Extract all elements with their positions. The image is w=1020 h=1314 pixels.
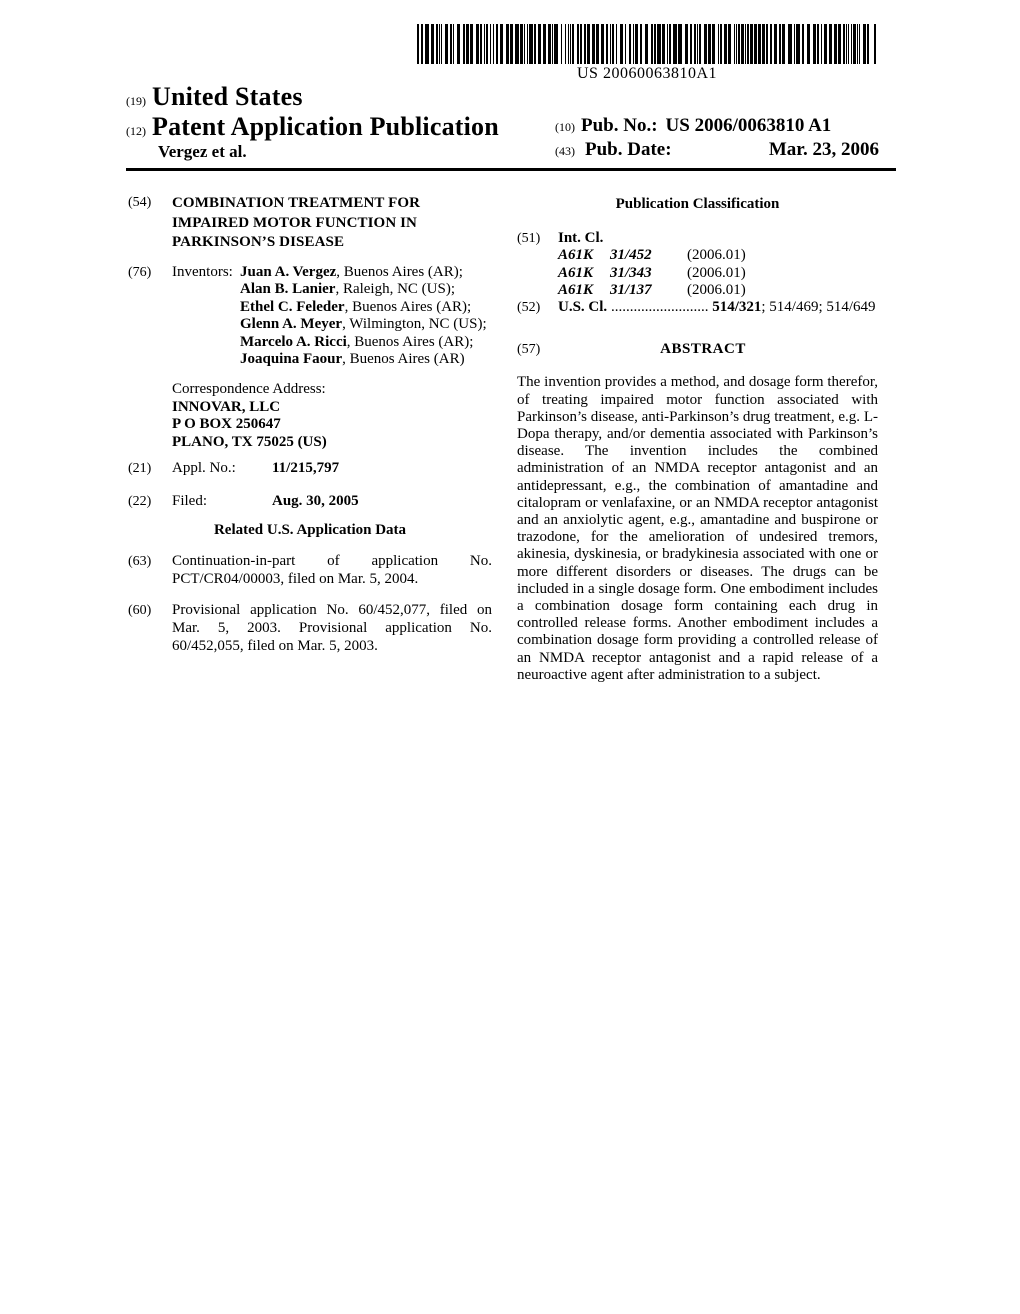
right-column (517, 196, 878, 684)
title-entry (128, 194, 492, 253)
country-name: United States (152, 82, 303, 111)
related-applications (128, 553, 492, 655)
pub-date-value: Mar. 23, 2006 (768, 139, 879, 160)
filed-entry (128, 493, 492, 511)
field-22: (22) (128, 494, 152, 510)
field-76: (76) (128, 264, 152, 280)
int-cl-entry-block (517, 230, 878, 299)
field-52: (52) (517, 300, 541, 316)
related-application-entry: (63) Continuation-in-part of application No. PCT/CR04/00003, filed on Mar. 5, 2004. (128, 553, 492, 587)
abstract-text: The invention provides a method, and dosage form therefor, of treating impaired motor function associated with Parkinson’s disease, anti-Parkinson’s drug treatment, e.g. L-Dopa therapy, and/or dementia associated with Parkinson’s disease. The invention includes the combined administration of an NMDA receptor antagonist and an antidepressant, e.g., the combination of amantadine and citalopram or venlafaxine, or an NMDA receptor antagonist and an anxiolytic agent, e.g., amantadine and buspirone or trazodone, for the amelioration of undesired tremors, akinesia, dyskinesia, or bradykinesia associated with one or more different disorders or diseases. The drugs can be included in a single dosage form. One embodiment includes a combination dosage form containing each drug in controlled release forms. Another embodiment includes a combination dosage form providing a controlled release of an NMDA receptor antagonist and a rapid release of a neuroactive agent after administration to a subject. (517, 374, 878, 683)
filed-label: Filed: (172, 493, 208, 510)
ini-code-12: (12) (126, 124, 146, 138)
classification-heading: Publication Classification (615, 196, 780, 212)
correspondence-address (172, 381, 492, 451)
document-type: Patent Application Publication (152, 112, 499, 141)
related-data-heading: Related U.S. Application Data (213, 521, 407, 538)
correspondence-line: PLANO, TX 75025 (US) (172, 433, 327, 450)
field-54: (54) (128, 195, 152, 210)
header-left (126, 82, 499, 161)
ini-code-43: (43) (555, 144, 575, 158)
correspondence-line: INNOVAR, LLC (172, 398, 281, 415)
barcode-icon (417, 24, 877, 64)
abstract-heading-entry (517, 341, 878, 358)
invention-title: COMBINATION TREATMENT FOR IMPAIRED MOTOR FUNCTION IN PARKINSON’S DISEASE (172, 195, 421, 250)
appl-no-label: Appl. No.: (172, 460, 236, 477)
pub-date-label: Pub. Date: (585, 139, 672, 160)
field-57: (57) (517, 342, 541, 358)
correspondence-label: Correspondence Address: (172, 381, 326, 398)
int-cl-list (558, 247, 878, 299)
us-cl-entry (517, 299, 878, 316)
int-cl-label: Int. Cl. (558, 230, 604, 247)
ini-code-19: (19) (126, 94, 146, 108)
applicant-name: Vergez et al. (158, 142, 247, 161)
inventors-entry (128, 264, 492, 370)
abstract-heading: ABSTRACT (660, 341, 746, 358)
us-cl-label: U.S. Cl. (558, 299, 608, 316)
int-cl-row: A61K 31/343 (2006.01) (558, 264, 746, 281)
barcode-block (417, 24, 877, 82)
pub-no-label: Pub. No.: (581, 115, 658, 136)
us-cl-secondary: ; 514/469; 514/649 (761, 299, 876, 316)
int-cl-row: A61K 31/452 (2006.01) (558, 247, 746, 264)
left-column (128, 194, 492, 655)
correspondence-lines (172, 399, 492, 452)
header-right (555, 114, 879, 162)
us-cl-primary: 514/321 (712, 299, 762, 316)
us-cl-dots: .......................... (610, 299, 709, 316)
inventors-label: Inventors: (172, 263, 233, 280)
filed-value: Aug. 30, 2005 (272, 493, 359, 510)
field-21: (21) (128, 461, 152, 477)
inventors-list: Juan A. Vergez, Buenos Aires (AR); Alan B. Lanier, Raleigh, NC (US); Ethel C. Feleder, Buenos Aires (AR); Glenn A. Meyer, Wilmington, NC (US); Marcelo A. Ricci, Buenos Aires (AR); Joaquina Faour, Buenos Aires (AR) (240, 263, 487, 368)
correspondence-line: P O BOX 250647 (172, 416, 281, 433)
int-cl-row: A61K 31/137 (2006.01) (558, 281, 746, 298)
appl-no-entry (128, 460, 492, 478)
field-51: (51) (517, 231, 541, 247)
ini-code-10: (10) (555, 120, 575, 134)
related-application-entry: (60) Provisional application No. 60/452,077, filed on Mar. 5, 2003. Provisional application No. 60/452,055, filed on Mar. 5, 2003. (128, 602, 492, 654)
pub-no-value: US 2006/0063810 A1 (665, 115, 832, 136)
header-divider (126, 168, 896, 171)
appl-no-value: 11/215,797 (272, 460, 340, 477)
barcode-number: US 20060063810A1 (576, 65, 717, 82)
